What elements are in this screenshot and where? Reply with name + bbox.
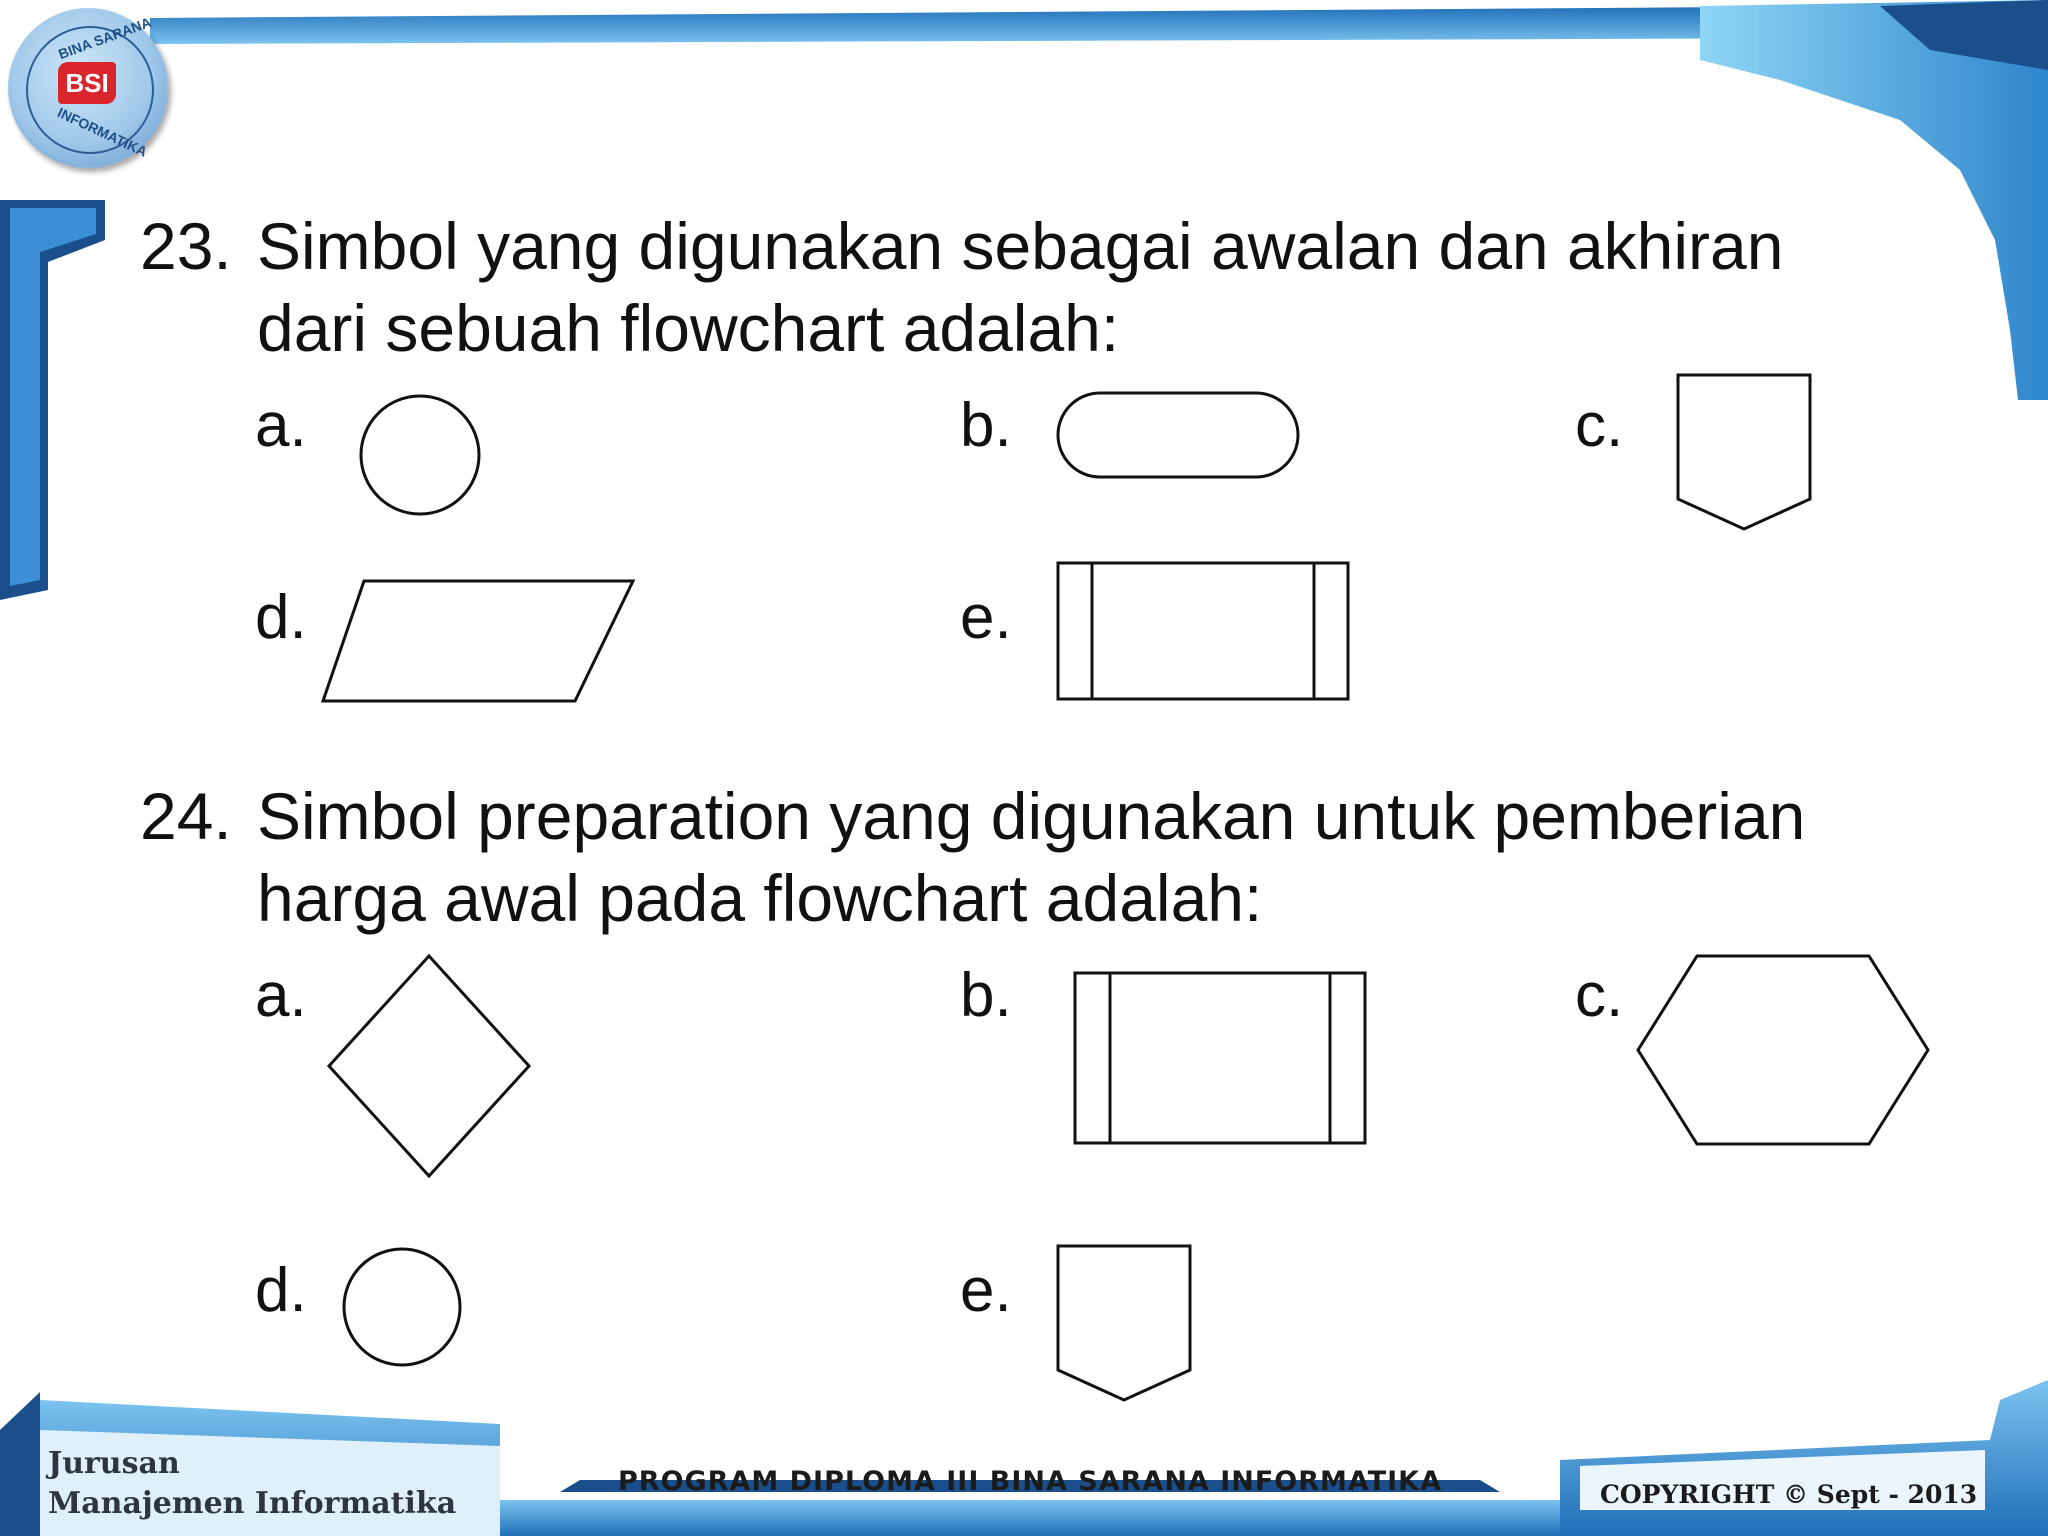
hexagon-icon[interactable]: [1635, 953, 1931, 1147]
option-label-23a[interactable]: a.: [255, 391, 307, 460]
option-label-23d[interactable]: d.: [255, 583, 307, 652]
predefined-process-icon[interactable]: [1055, 560, 1351, 702]
option-label-23b[interactable]: b.: [960, 391, 1012, 460]
question-text-line: dari sebuah flowchart adalah:: [257, 291, 1120, 365]
question-text-line: Simbol yang digunakan sebagai awalan dan akhiran: [257, 209, 1784, 283]
question-text: [257, 775, 1940, 939]
department-line-2: Manajemen Informatika: [48, 1486, 457, 1521]
option-label-23e[interactable]: e.: [960, 583, 1012, 652]
option-label-24b[interactable]: b.: [960, 961, 1012, 1030]
department-line-1: Jurusan: [48, 1446, 180, 1481]
department-label: [48, 1444, 468, 1524]
off-page-connector-icon[interactable]: [1055, 1243, 1193, 1403]
program-title: PROGRAM DIPLOMA III BINA SARANA INFORMATIKA: [617, 1466, 1442, 1497]
option-label-23c[interactable]: c.: [1575, 391, 1624, 460]
option-label-24e[interactable]: e.: [960, 1256, 1012, 1325]
option-label-24a[interactable]: a.: [255, 961, 307, 1030]
copyright-text: COPYRIGHT © Sept - 2013: [1600, 1480, 1978, 1509]
question-number: 23.: [140, 209, 232, 283]
circle-icon[interactable]: [355, 390, 485, 520]
question-text: [257, 205, 1940, 369]
option-label-24c[interactable]: c.: [1575, 961, 1624, 1030]
off-page-connector-icon[interactable]: [1675, 372, 1813, 532]
question-text-line: harga awal pada flowchart adalah:: [257, 861, 1263, 935]
parallelogram-icon[interactable]: [320, 578, 636, 704]
logo-mark: BSI: [58, 62, 116, 104]
terminator-icon[interactable]: [1055, 390, 1301, 480]
option-label-24d[interactable]: d.: [255, 1256, 307, 1325]
institution-logo: [8, 8, 168, 168]
question-text-line: Simbol preparation yang digunakan untuk pemberian: [257, 779, 1806, 853]
logo-text-top: BINA SARANA: [56, 13, 154, 63]
circle-icon[interactable]: [340, 1245, 464, 1369]
logo-text-bottom: INFORMATIKA: [55, 104, 150, 160]
question-number: 24.: [140, 779, 232, 853]
diamond-icon[interactable]: [325, 952, 533, 1180]
predefined-process-icon[interactable]: [1072, 970, 1368, 1146]
